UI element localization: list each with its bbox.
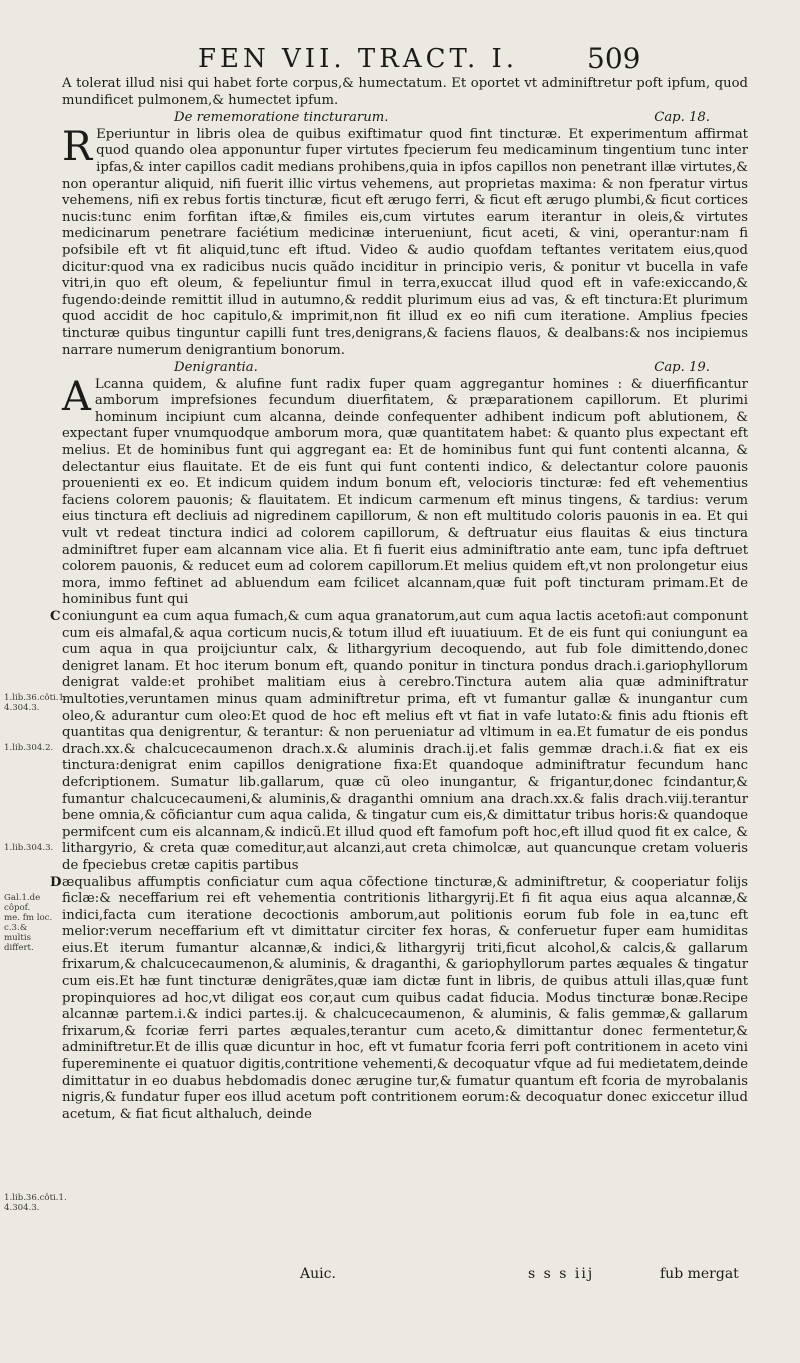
chapter-19-text-c <box>50 609 748 875</box>
chapter-18-number: Cap. 18. <box>654 110 710 126</box>
page-number: 509 <box>587 42 641 75</box>
margin-note <box>4 893 60 953</box>
section-marker-c: C <box>50 609 61 624</box>
drop-cap: R <box>62 123 93 170</box>
chapter-18-heading <box>62 110 748 127</box>
margin-note-line: 1.lib.304.3. <box>4 843 54 853</box>
margin-note-line: Gal.1.de côpof. <box>4 893 41 913</box>
margin-note <box>4 743 60 753</box>
chapter-19-heading <box>62 360 748 377</box>
margin-note-line: 1.lib.36.côti.1. <box>4 1193 67 1203</box>
page-footer <box>0 1266 800 1288</box>
margin-note <box>4 693 67 713</box>
section-marker-d: D <box>50 874 62 890</box>
chapter-19-body-3: æqualibus affumptis conficiatur cum aqua cõfectione tincturæ,& adminiftretur, & cooperiatur folijs ficlæ:& neceffarium rei eft vehementia contritionis lithargyrij.Et fi fit aqua eius aqua alcannæ,& indici,facta cum iteratione decoctionis amborum,aut politionis eorum fub fole in ea,tunc eft melior:verum neceffarium eft vt dimittatur circiter fex horas, & conferuetur fuper eam humiditas eius.Et iterum fumantur alcannæ,& indici,& lithargyrij triti,ficut alcohol,& calcis,& gallarum frixarum,& chalcucecaumenon,& aluminis, & draganthi, & gariophyllorum partes æquales & tingatur cum eis.Et hæ funt tincturæ denigrãtes,quæ iam dictæ funt in libris, de quibus attuli illas,quæ funt propinquiores ad hoc,vt diligat eos cor,aut cum quibus cadat fiducia. Modus tincturæ bonæ.Recipe alcannæ partem.i.& indici partes.ij. & chalcucecaumenon, & aluminis, & falis gemmæ,& gallarum frixarum,& fcoriæ ferri partes æquales,terantur cum aceto,& dimittantur donec fermentetur,& adminiftretur.Et de illis quæ dicuntur in hoc, eft vt fumatur fcoria ferri poft contritionem in aceto vini fupereminente ei quatuor digitis,contritione vehementi,& decoquatur vfque ad fui medietatem,deinde dimittatur in eo duabus hebdomadis donec ærugine tur,& fumatur quantum eft fcoria de myrobalanis nigris,& fundatur fuper eos illud acetum poft contritionem eorum:& decoquatur donec exiccetur illud acetum, & fiat ficut althaluch, deinde <box>62 874 748 1122</box>
catchword-right: fub mergat <box>660 1266 739 1282</box>
chapter-19-number: Cap. 19. <box>654 360 710 376</box>
chapter-19-text <box>62 373 748 609</box>
chapter-18-body: Eperiuntur in libris olea de quibus exiftimatur quod fint tincturæ. Et experimentum affirmat quod quando olea apponuntur fuper virtutes fpecierum feu medicaminum tingentium tunc inter ipfas,& inter capillos cadit medians prohibens,quia in ipfos capillos non penetrant illæ virtutes,& non operantur aliquid, nifi fuerit illic virtus vehemens, aut proprietas maxima: & non fperatur virtus vehemens, nifi ex rebus fortis tincturæ, ficut eft ærugo ferri, & ficut eft ærugo plumbi,& ficut cortices nucis:tunc enim forfitan iftæ,& fimiles eis,cum virtutes earum iterantur in oleis,& virtutes medicinarum penetrare faciétium medicinæ interueniunt, ficut aceti, & vini, operantur:nam fi pofsibile eft vt fit aliquid,tunc eft iftud. Video & audio quofdam teftantes veritatem eius,quod dicitur:quod vna ex radicibus nucis quãdo inciditur in principio veris, & ponitur vt bucella in vafe vitri,in quo eft oleum, & fepeliuntur fimul in terra,exuccat illud quod eft in vafe:exiccando,& fugendo:deinde remittit illud in autumno,& reddit plurimum eius ad vas, & eft tinctura:Et plurimum quod accidit de hoc capitulo,& imprimit,non fit illud ex eo nifi cum iteratione. Amplius fpecies tincturæ quibus tinguntur capilli funt tres,denigrans,& faciens flauos, & dealbans:& nos incipiemus narrare numerum denigrantium bonorum. <box>62 126 748 358</box>
catchword-left: Auic. <box>300 1266 336 1282</box>
margin-notes <box>0 0 67 1363</box>
margin-note <box>4 843 60 853</box>
margin-note <box>4 1193 67 1213</box>
margin-note-line: 4.304.3. <box>4 1203 40 1213</box>
signature-mark: s s s iij <box>528 1266 595 1282</box>
chapter-19-text-d <box>50 874 748 1124</box>
body-text <box>50 76 748 1123</box>
drop-cap: A <box>62 373 91 420</box>
chapter-19-title: Denigrantia. <box>174 360 258 376</box>
margin-note-line: 4.304.3. <box>4 703 40 713</box>
running-head-title: FEN VII. TRACT. I. <box>198 44 519 74</box>
chapter-18-title: De rememoratione tincturarum. <box>174 110 389 126</box>
margin-note-line: multis differt. <box>4 933 34 953</box>
chapter-19-body-1: Lcanna quidem, & alufine funt radix fuper quam aggregantur homines : & diuerfificantur amborum imprefsiones fecundum diuerfitatem, & præparationem capillorum. Et plurimi hominum incipiunt cum alcanna, deinde confequenter adhibent indicum poft ablutionem, & expectant fuper vnumquodque amborum mora, quæ quantitatem habet: & quanto plus expectant eft melius. Et de hominibus funt qui aggregant ea: Et de hominibus funt qui funt contenti alcanna, & delectantur eius flauitate. Et de eis funt qui funt contenti indico, & delectantur colore pauonis prouenienti ex eo. Et indicum quidem indum bonum eft, velocioris tincturæ: fed eft vehementius faciens colorem pauonis; & flauitatem. Et indicum carmenum eft minus tingens, & tardius: verum eius tinctura eft decliuis ad nigredinem capillorum, & non eft multitudo coloris pauonis in ea. Et qui vult vt redeat tinctura indici ad colorem capillorum, & deftruatur eius flauitas & eius tinctura adminiftret fuper eam alcannam vice alia. Et fi fuerit eius adminiftratio ante eam, tunc ipfa deftruet colorem pauonis, & reducet eum ad colorem capillorum.Et melius quidem eft,vt non prolongetur eius mora, immo feftinet ad abluendum eam fcilicet alcannam,quæ fuit poft tincturam primam.Et de hominibus funt qui <box>62 376 748 608</box>
margin-note-line: me. fm loc. c.3.& <box>4 913 53 933</box>
margin-note-line: 1.lib.36.côti.1. <box>4 693 67 703</box>
margin-note-line: 1.lib.304.2. <box>4 743 54 753</box>
paragraph-intro: A tolerat illud nisi qui habet forte corpus,& humectatum. Et oportet vt adminiftretur poft ipfum, quod mundificet pulmonem,& humectet ipfum. <box>62 76 748 108</box>
chapter-18-text <box>62 123 748 359</box>
chapter-19-body-2: coniungunt ea cum aqua fumach,& cum aqua granatorum,aut cum aqua lactis acetofi:aut componunt cum eis almafal,& aqua corticum nucis,& totum illud eft iuuatiuum. Et de eis funt qui coniungunt ea cum aqua in qua proijciuntur calx, & lithargyrium decoquendo, aut fub fole dimittendo,donec denigret lanam. Et hoc iterum bonum eft, quando ponitur in tinctura pondus drach.i.gariophyllorum denigrat valde:et prohibet malitiam eius à cerebro.Tinctura autem alia quæ adminiftratur multoties,veruntamen minus quam adminiftretur prima, eft vt fumantur gallæ & inungantur cum oleo,& adurantur cum oleo:Et quod de hoc eft melius eft vt fiat in vafe lutato:& finis adu ftionis eft quantitas qua denigrentur, & terantur: & non perueniatur ad vltimum in ea.Et fumatur de eis pondus drach.xx.& chalcucecaumenon drach.x.& aluminis drach.ij.et falis gemmæ drach.i.& fiat ex eis tinctura:denigrat enim capillos denigratione fixa:Et quandoque adminiftratur fecundum hanc defcriptionem. Sumatur lib.gallarum, quæ cũ oleo inungantur, & frigantur,donec fcindantur,& fumantur chalcucecaumeni,& aluminis,& draganthi omnium ana drach.xx.& falis drach.viij.terantur bene omnia,& cõficiantur cum aqua calida, & tingatur cum eis,& dimittatur tribus horis:& quandoque permifcent cum eis alcannam,& indicũ.Et illud quod eft famofum poft hoc,eft illud quod fit ex calce, & lithargyrio, & creta quæ comeditur,aut alcanzi,aut creta chimolcæ, aut quancunque cretam volueris de fpeciebus cretæ capitis partibus <box>62 609 748 873</box>
